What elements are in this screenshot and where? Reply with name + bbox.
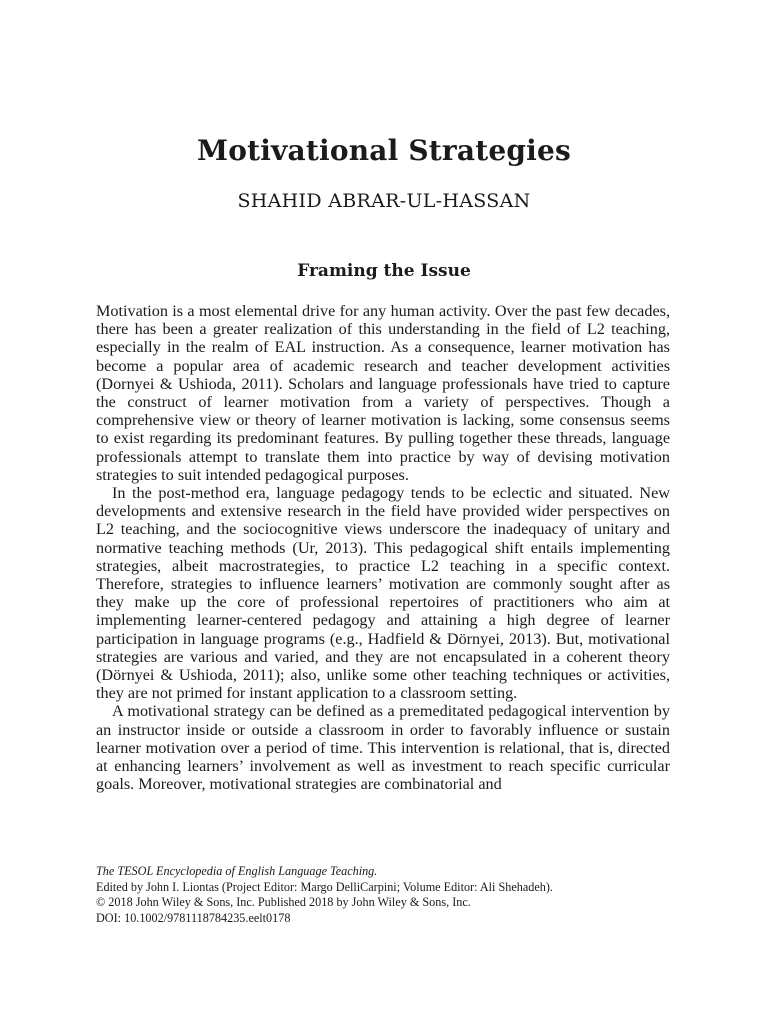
author-name: SHAHID ABRAR-UL-HASSAN — [237, 190, 531, 212]
footer-doi: DOI: 10.1002/9781118784235.eelt0178 — [96, 910, 291, 925]
section-heading: Framing the Issue — [297, 261, 471, 281]
article-title: Motivational Strategies — [197, 134, 571, 167]
paragraph-2: In the post-method era, language pedagogy tends to be eclectic and situated. New developments and extensive research in the field have provided wider perspectives on L2 teaching, and the sociocognitive views underscore the inadequacy of unitary and normative teaching methods (Ur, 2013). This pedagogical shift entails implementing strategies, albeit macrostrategies, to practice L2 teaching in a specific context. Therefore, strategies to influence learners’ motivation are commonly sought after as they make up the core of professional repertoires of practitioners who aim at implementing learner-centered pedagogy and attaining a high degree of learner participation in language programs (e.g., Hadfield & Dörnyei, 2013). But, motivational strategies are various and varied, and they are not encapsulated in a coherent theory (Dörnyei & Ushioda, 2011); also, unlike some other teaching techniques or activities, they are not primed for instant application to a classroom setting. — [96, 484, 670, 703]
publication-footer — [96, 864, 696, 926]
paragraph-1: Motivation is a most elemental drive for any human activity. Over the past few decades, there has been a greater realization of this understanding in the field of L2 teaching, especially in the realm of EAL instruction. As a consequence, learner motivation has become a popular area of academic research and teacher development activities (Dornyei & Ushioda, 2011). Scholars and language professionals have tried to capture the construct of learner motivation from a variety of perspectives. Though a comprehensive view or theory of learner motivation is lacking, some consensus seems to exist regarding its predominant features. By pulling together these threads, language professionals attempt to translate them into practice by way of devising motivation strategies to suit intended pedagogical purposes. — [96, 302, 670, 484]
footer-edited-by: Edited by John I. Liontas (Project Editor: Margo DelliCarpini; Volume Editor: Ali Shehadeh). — [96, 879, 553, 894]
paragraph-3: A motivational strategy can be defined as a premeditated pedagogical intervention by an instructor inside or outside a classroom in order to favorably influence or sustain learner motivation over a period of time. This intervention is relational, that is, directed at enhancing learners’ involvement as well as investment to reach specific curricular goals. Moreover, motivational strategies are combinatorial and — [96, 702, 670, 794]
footer-copyright: © 2018 John Wiley & Sons, Inc. Published 2018 by John Wiley & Sons, Inc. — [96, 895, 471, 910]
footer-source: The TESOL Encyclopedia of English Language Teaching. — [96, 864, 378, 878]
article-body — [96, 302, 670, 793]
